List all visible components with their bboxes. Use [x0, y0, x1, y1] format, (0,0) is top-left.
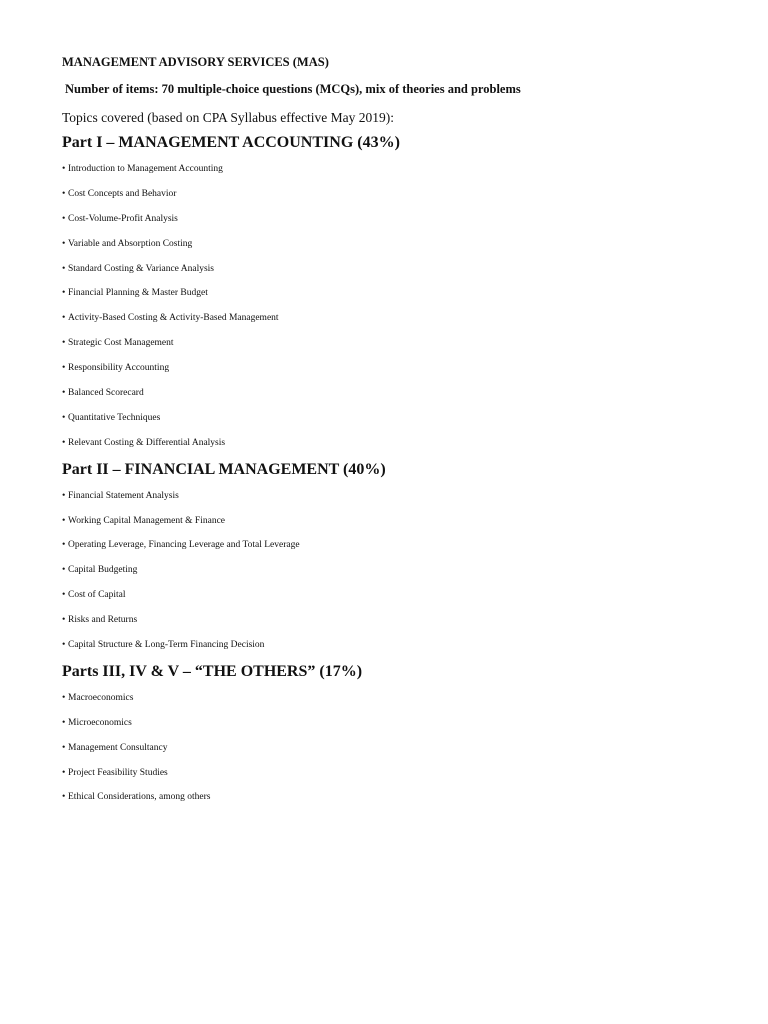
bullet-icon: •: [62, 412, 66, 423]
topic-item-label: Operating Leverage, Financing Leverage and Total Leverage: [68, 540, 300, 551]
document-title: MANAGEMENT ADVISORY SERVICES (MAS): [62, 55, 329, 69]
topic-item: [62, 686, 742, 711]
topic-item-label: Cost of Capital: [68, 590, 126, 601]
topic-item: [62, 232, 742, 257]
topic-item: [62, 281, 742, 306]
topic-item-label: Balanced Scorecard: [68, 388, 144, 399]
bullet-icon: •: [62, 717, 66, 728]
topic-item: [62, 484, 742, 509]
topic-item-label: Financial Planning & Master Budget: [68, 288, 208, 299]
topic-item-label: Macroeconomics: [68, 692, 134, 703]
bullet-icon: •: [62, 313, 66, 324]
topic-item: [62, 785, 742, 810]
topic-item-label: Strategic Cost Management: [68, 338, 174, 349]
topic-item: [62, 356, 742, 381]
bullet-icon: •: [62, 437, 66, 448]
bullet-icon: •: [62, 767, 66, 778]
bullet-icon: •: [62, 288, 66, 299]
topics-covered-line: Topics covered (based on CPA Syllabus effective May 2019):: [62, 110, 394, 125]
bullet-icon: •: [62, 213, 66, 224]
topic-item: [62, 608, 742, 633]
bullet-icon: •: [62, 615, 66, 626]
section-heading: Part I – MANAGEMENT ACCOUNTING (43%): [62, 134, 400, 151]
topic-item-label: Responsibility Accounting: [68, 363, 170, 374]
topic-item: [62, 431, 742, 456]
bullet-icon: •: [62, 565, 66, 576]
topic-item-label: Project Feasibility Studies: [68, 767, 168, 778]
topic-item: [62, 207, 742, 232]
topic-item-label: Quantitative Techniques: [68, 412, 161, 423]
topic-item: [62, 711, 742, 736]
topic-item: [62, 406, 742, 431]
sections-container: [62, 129, 742, 810]
topic-item: [62, 558, 742, 583]
topic-list: [62, 686, 742, 810]
topic-item-label: Cost Concepts and Behavior: [68, 188, 177, 199]
bullet-icon: •: [62, 590, 66, 601]
topic-item: [62, 633, 742, 658]
topic-item: [62, 381, 742, 406]
bullet-icon: •: [62, 238, 66, 249]
topic-item-label: Activity-Based Costing & Activity-Based Management: [68, 313, 279, 324]
section-heading: Parts III, IV & V – “THE OTHERS” (17%): [62, 662, 363, 680]
topic-list: [62, 484, 742, 658]
topic-item-label: Standard Costing & Variance Analysis: [68, 263, 215, 274]
topic-item: [62, 533, 742, 558]
topic-item: [62, 306, 742, 331]
bullet-icon: •: [62, 164, 66, 174]
topic-item-label: Ethical Considerations, among others: [68, 792, 211, 803]
topic-item-label: Capital Structure & Long-Term Financing Decision: [68, 640, 265, 651]
bullet-icon: •: [62, 540, 66, 551]
bullet-icon: •: [62, 363, 66, 374]
bullet-icon: •: [62, 792, 66, 803]
bullet-icon: •: [62, 692, 66, 703]
topic-item: [62, 509, 742, 534]
section-heading: Part II – FINANCIAL MANAGEMENT (40%): [62, 460, 386, 478]
topic-item: [62, 761, 742, 786]
bullet-icon: •: [62, 388, 66, 399]
topic-item-label: Risks and Returns: [68, 615, 138, 626]
topic-item-label: Financial Statement Analysis: [68, 490, 179, 501]
topic-item-label: Microeconomics: [68, 717, 132, 728]
topic-item-label: Relevant Costing & Differential Analysis: [68, 437, 226, 448]
topic-item-label: Variable and Absorption Costing: [68, 238, 193, 249]
topic-list: [62, 157, 742, 456]
topic-item-label: Management Consultancy: [68, 742, 168, 753]
topic-item-label: Cost-Volume-Profit Analysis: [68, 213, 178, 224]
bullet-icon: •: [62, 640, 66, 651]
bullet-icon: •: [62, 742, 66, 753]
topic-item: [62, 736, 742, 761]
topic-item: [62, 257, 742, 282]
topic-item: [62, 157, 742, 182]
bullet-icon: •: [62, 338, 66, 349]
topic-item-label: Working Capital Management & Finance: [68, 515, 226, 526]
topic-item: [62, 583, 742, 608]
topic-item-label: Introduction to Management Accounting: [68, 164, 223, 174]
topic-item: [62, 182, 742, 207]
topic-item: [62, 331, 742, 356]
number-of-items-line: Number of items: 70 multiple-choice questions (MCQs), mix of theories and problems: [65, 82, 521, 96]
bullet-icon: •: [62, 263, 66, 274]
document-page: [62, 51, 742, 810]
bullet-icon: •: [62, 515, 66, 526]
topic-item-label: Capital Budgeting: [68, 565, 138, 576]
bullet-icon: •: [62, 188, 66, 199]
bullet-icon: •: [62, 490, 66, 501]
